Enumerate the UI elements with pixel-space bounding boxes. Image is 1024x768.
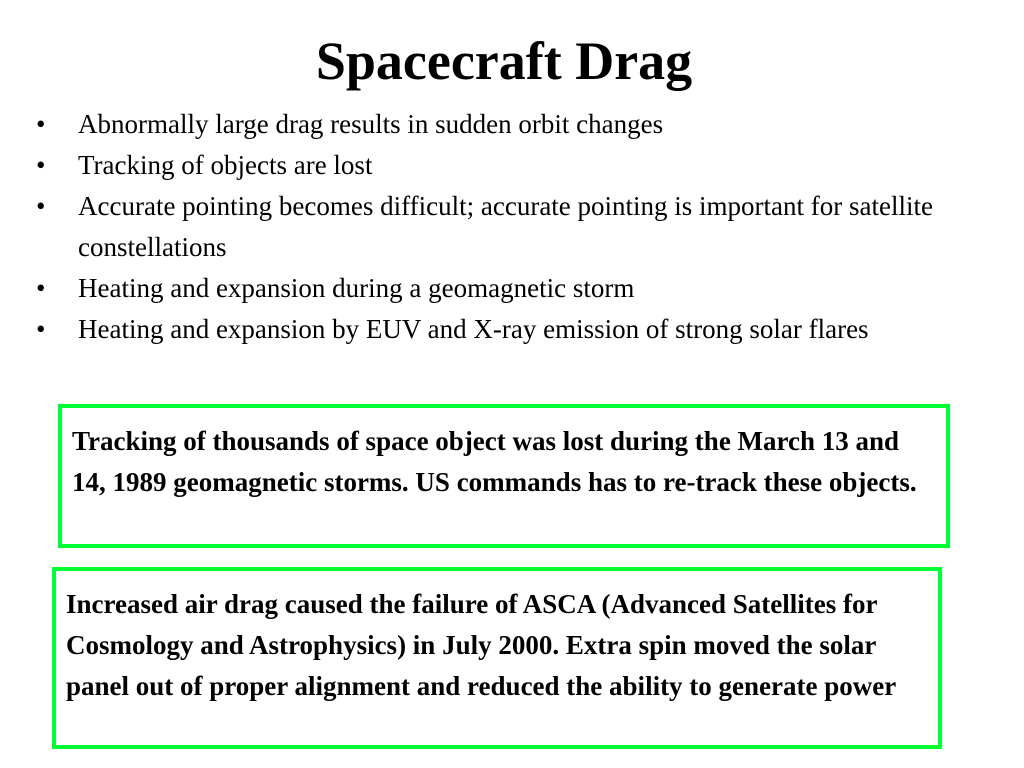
bullet-dot: • — [36, 273, 46, 303]
note-box-asca-failure: Increased air drag caused the failure of ASCA (Advanced Satellites for Cosmology and Astrophysics) in July 2000. Extra spin moved the solar panel out of proper alignment and reduced the ability to generate power — [52, 567, 942, 749]
bullet-list — [0, 104, 940, 350]
bullet-dot: • — [36, 150, 46, 180]
bullet-item — [0, 145, 940, 186]
bullet-item — [0, 104, 940, 145]
note-box-1989-storms: Tracking of thousands of space object was lost during the March 13 and 14, 1989 geomagnetic storms. US commands has to re-track these objects. — [58, 404, 950, 548]
bullet-item — [0, 186, 940, 268]
bullet-text: Heating and expansion by EUV and X-ray emission of strong solar flares — [78, 314, 869, 344]
bullet-text: Accurate pointing becomes difficult; accurate pointing is important for satellite constellations — [78, 191, 933, 262]
bullet-dot: • — [36, 314, 46, 344]
bullet-text: Heating and expansion during a geomagnetic storm — [78, 273, 635, 303]
bullet-dot: • — [36, 109, 46, 139]
bullet-text: Tracking of objects are lost — [78, 150, 373, 180]
bullet-text: Abnormally large drag results in sudden orbit changes — [78, 109, 664, 139]
slide-title: Spacecraft Drag — [315, 31, 693, 91]
bullet-dot: • — [36, 191, 46, 221]
bullet-item — [0, 268, 940, 309]
bullet-item — [0, 309, 940, 350]
